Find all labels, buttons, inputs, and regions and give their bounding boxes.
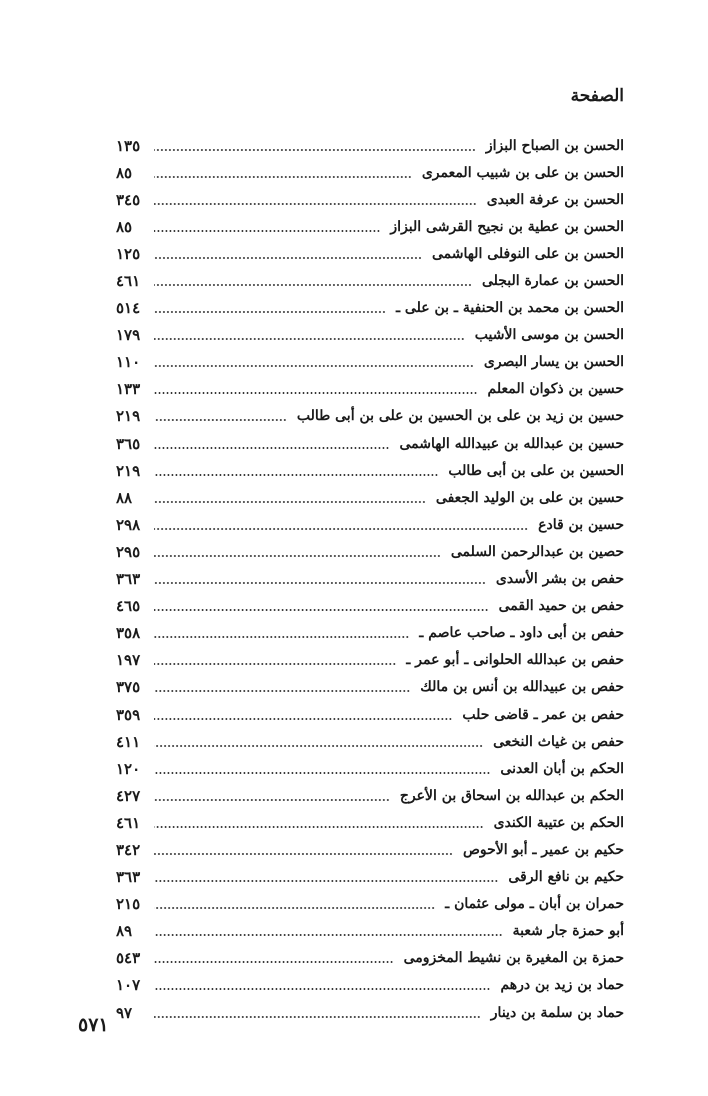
dot-leader [154,365,474,367]
dot-leader [154,528,528,530]
entry-name: الحسن بن عطية بن نجيح القرشى البزاز [390,218,624,235]
entry-page-number: ٣٧٥ [116,678,141,697]
entry-name: حفص بن حميد القمى [498,598,624,615]
index-entry [116,782,624,809]
entry-name: حسين بن قادع [538,516,624,533]
dot-leader [154,555,441,557]
dot-leader [154,988,490,990]
index-entry [116,403,624,430]
entry-page-number: ٢١٩ [116,407,141,426]
entry-name: حمران بن أبان ـ مولى عثمان ـ [445,896,624,913]
index-entry [116,836,624,863]
entry-page-number: ١٧٩ [116,326,141,345]
index-entry [116,322,624,349]
entry-page-number: ١٣٣ [116,380,141,399]
entry-name: الحسن بن محمد بن الحنفية ـ بن على ـ [395,300,624,317]
dot-leader [154,501,426,503]
index-entry [116,728,624,755]
index-entry [116,864,624,891]
index-entry [116,566,624,593]
index-entry [116,186,624,213]
dot-leader [154,880,498,882]
entry-name: حسين بن عبدالله بن عبيدالله الهاشمى [399,435,624,452]
index-entry [116,918,624,945]
entry-name: حسين بن زيد بن على بن الحسين بن على بن أبى طالب [296,408,624,425]
entry-page-number: ١٣٥ [116,136,141,155]
entry-name: حصين بن عبدالرحمن السلمى [450,543,624,560]
entry-page-number: ٢٩٥ [116,542,141,561]
index-entry [116,213,624,240]
entry-name: الحكم بن عبدالله بن اسحاق بن الأعرج [399,787,624,804]
entry-name: الحسن بن عمارة البجلى [481,273,624,290]
entry-page-number: ٢١٥ [116,895,141,914]
index-entry [116,891,624,918]
dot-leader [154,338,465,340]
dot-leader [154,826,484,828]
entry-name: حفص بن عبدالله الحلوانى ـ أبو عمر ـ [406,652,624,669]
entry-page-number: ١٠٧ [116,976,141,995]
entry-page-number: ١٢٠ [116,759,141,778]
entry-page-number: ٣٤٥ [116,190,141,209]
index-entry [116,620,624,647]
entry-page-number: ٤٦١ [116,813,141,832]
dot-leader [154,176,412,178]
index-entry [116,376,624,403]
entry-name: الحسن بن يسار البصرى [483,354,624,371]
entry-name: أبو حمزة جار شعبة [512,923,624,940]
entry-page-number: ٥١٤ [116,299,141,318]
entry-page-number: ٨٩ [116,922,133,941]
page-column-header: الصفحة [570,86,624,106]
dot-leader [154,636,409,638]
entry-page-number: ١٩٧ [116,651,141,670]
index-entry [116,511,624,538]
entry-page-number: ٨٨ [116,488,133,507]
entry-page-number: ٤٦١ [116,272,141,291]
entry-name: الحسن بن عرفة العبدى [486,191,624,208]
entry-name: الحسن بن على بن شبيب المعمرى [421,164,624,181]
index-entry [116,538,624,565]
dot-leader [154,257,422,259]
entry-name: حفص بن عبيدالله بن أنس بن مالك [420,679,624,696]
entry-name: حمزة بن المغيرة بن نشيط المخزومى [403,950,624,967]
dot-leader [154,907,435,909]
entry-name: الحسين بن على بن أبى طالب [448,462,624,479]
index-entry [116,430,624,457]
entry-page-number: ١٢٥ [116,244,141,263]
entry-page-number: ٨٥ [116,217,133,236]
entry-page-number: ١١٠ [116,353,141,372]
entry-name: حماد بن سلمة بن دينار [490,1004,624,1021]
index-entry [116,999,624,1026]
entry-name: حماد بن زيد بن درهم [500,977,624,994]
entry-page-number: ٣٦٣ [116,570,141,589]
dot-leader [154,311,386,313]
index-entry [116,349,624,376]
index-entry [116,945,624,972]
entry-page-number: ٣٥٩ [116,705,141,724]
dot-leader [154,1016,481,1018]
entry-page-number: ٥٤٣ [116,949,141,968]
index-entry [116,159,624,186]
entry-page-number: ٤٦٥ [116,597,141,616]
dot-leader [154,609,489,611]
entry-page-number: ٣٦٥ [116,434,141,453]
dot-leader [154,149,476,151]
dot-leader [154,718,452,720]
entry-name: الحسن بن الصباح البزاز [485,137,624,154]
entry-name: حسين بن ذكوان المعلم [487,381,624,398]
dot-leader [154,934,503,936]
entry-name: حسين بن على بن الوليد الجعفى [435,489,624,506]
entry-name: الحكم بن عتيبة الكندى [493,814,624,831]
index-entry [116,295,624,322]
entry-name: الحكم بن أبان العدنى [500,760,624,777]
index-entry [116,674,624,701]
dot-leader [154,772,490,774]
index-entry [116,240,624,267]
index-entry [116,701,624,728]
index-entry [116,593,624,620]
index-list [116,132,624,1026]
dot-leader [154,447,389,449]
dot-leader [154,961,394,963]
entry-name: حفص بن بشر الأسدى [495,571,624,588]
dot-leader [154,392,478,394]
entry-name: حكيم بن نافع الرقى [508,869,624,886]
index-entry [116,267,624,294]
entry-page-number: ٨٥ [116,163,133,182]
entry-page-number: ٣٥٨ [116,624,141,643]
entry-name: حفص بن أبى داود ـ صاحب عاصم ـ [419,625,624,642]
entry-name: حفص بن عمر ـ قاضى حلب [462,706,624,723]
entry-name: حكيم بن عمير ـ أبو الأحوص [462,841,624,858]
entry-page-number: ٩٧ [116,1003,133,1022]
dot-leader [154,745,483,747]
entry-name: الحسن بن على النوفلى الهاشمى [431,245,624,262]
dot-leader [154,203,477,205]
index-entry [116,132,624,159]
entry-page-number: ٤٢٧ [116,786,141,805]
index-entry [116,755,624,782]
entry-page-number: ٤١١ [116,732,141,751]
dot-leader [154,582,486,584]
entry-page-number: ٣٤٢ [116,840,141,859]
dot-leader [154,230,380,232]
dot-leader [154,419,287,421]
index-entry [116,484,624,511]
entry-name: حفص بن غياث النخعى [493,733,624,750]
dot-leader [154,474,438,476]
page-number: ٥٧١ [78,1014,109,1036]
dot-leader [154,853,453,855]
entry-page-number: ٢٩٨ [116,515,141,534]
index-entry [116,972,624,999]
dot-leader [154,799,390,801]
index-entry [116,809,624,836]
index-entry [116,647,624,674]
index-entry [116,457,624,484]
dot-leader [154,690,410,692]
dot-leader [154,663,396,665]
entry-name: الحسن بن موسى الأشيب [474,327,624,344]
entry-page-number: ٢١٩ [116,461,141,480]
entry-page-number: ٣٦٣ [116,868,141,887]
dot-leader [154,284,472,286]
